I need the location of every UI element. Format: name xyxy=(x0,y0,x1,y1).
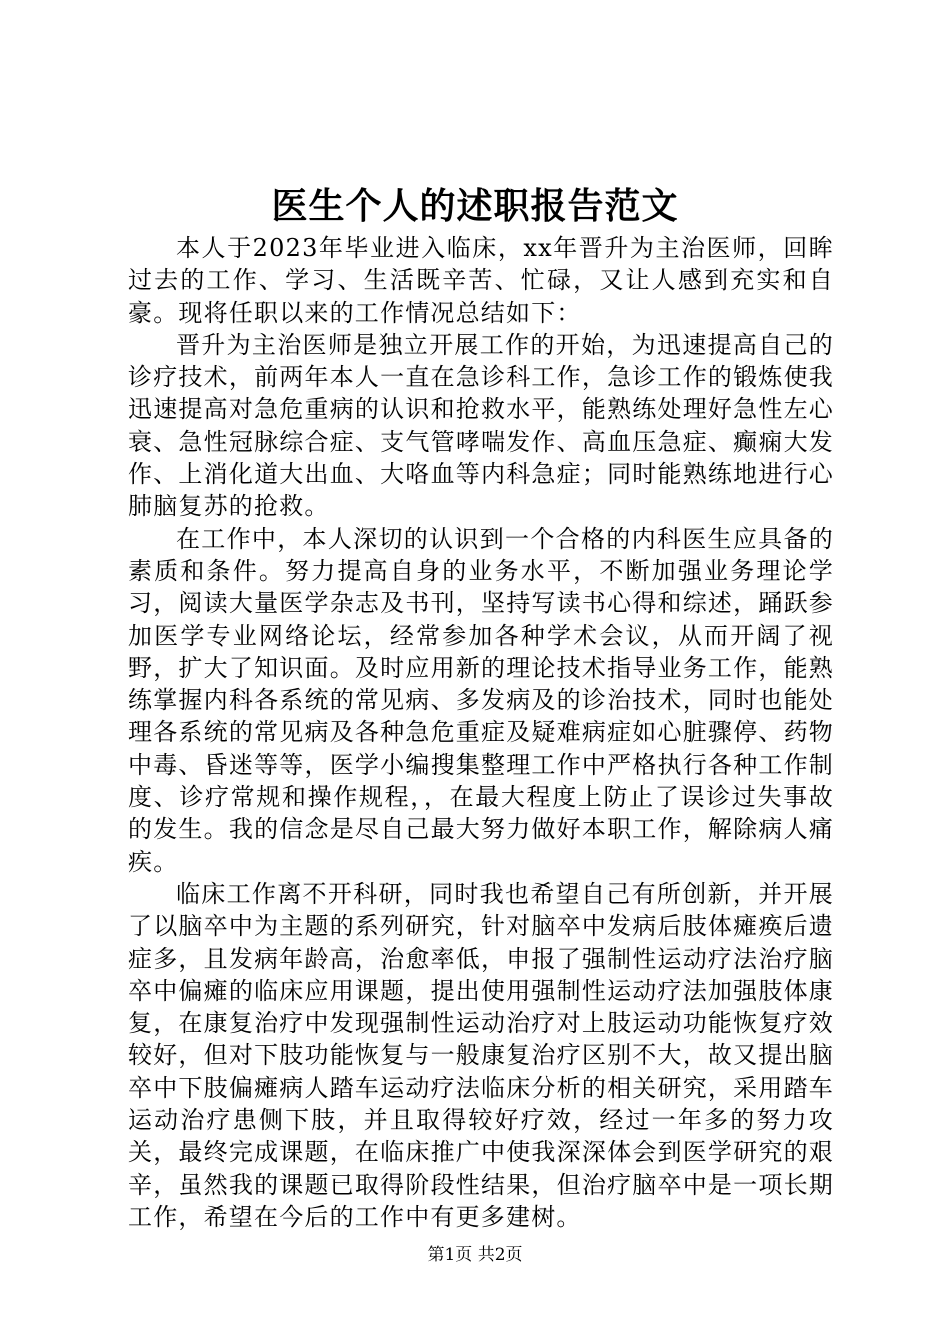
paragraph-intro: 本人于2023年毕业进入临床，xx年晋升为主治医师，回眸过去的工作、学习、生活既辛苦、忙碌，又让人感到充实和自豪。现将任职以来的工作情况总结如下： xyxy=(128,234,834,327)
paragraph-professional-study: 在工作中，本人深切的认识到一个合格的内科医生应具备的素质和条件。努力提高自身的业务水平，不断加强业务理论学习，阅读大量医学杂志及书刊，坚持写读书心得和综述，踊跃参加医学专业网络论坛，经常参加各种学术会议，从而开阔了视野，扩大了知识面。及时应用新的理论技术指导业务工作，能熟练掌握内科各系统的常见病、多发病及的诊治技术，同时也能处理各系统的常见病及各种急危重症及疑难病症如心脏骤停、药物中毒、昏迷等等，医学小编搜集整理工作中严格执行各种工作制度、诊疗常规和操作规程，，在最大程度上防止了误诊过失事故的发生。我的信念是尽自己最大努力做好本职工作，解除病人痛疾。 xyxy=(128,524,834,876)
page-title: 医生个人的述职报告范文 xyxy=(271,185,679,227)
paragraph-emergency-work: 晋升为主治医师是独立开展工作的开始，为迅速提高自己的诊疗技术，前两年本人一直在急诊科工作，急诊工作的锻炼使我迅速提高对急危重病的认识和抢救水平，能熟练处理好急性左心衰、急性冠脉综合症、支气管哮喘发作、高血压急症、癫痫大发作、上消化道大出血、大咯血等内科急症；同时能熟练地进行心肺脑复苏的抢救。 xyxy=(128,330,834,521)
paragraph-research: 临床工作离不开科研，同时我也希望自己有所创新，并开展了以脑卒中为主题的系列研究，针对脑卒中发病后肢体瘫痪后遗症多，且发病年龄高，治愈率低，申报了强制性运动疗法治疗脑卒中偏瘫的临床应用课题，提出使用强制性运动疗法加强肢体康复，在康复治疗中发现强制性运动治疗对上肢运动功能恢复疗效较好，但对下肢功能恢复与一般康复治疗区别不大，故又提出脑卒中下肢偏瘫病人踏车运动疗法临床分析的相关研究，采用踏车运动治疗患侧下肢，并且取得较好疗效，经过一年多的努力攻关，最终完成课题，在临床推广中使我深深体会到医学研究的艰辛，虽然我的课题已取得阶段性结果，但治疗脑卒中是一项长期工作，希望在今后的工作中有更多建树。 xyxy=(128,879,834,1231)
document-body xyxy=(128,232,834,1233)
page-footer: 第1页 共2页 xyxy=(427,1245,523,1265)
